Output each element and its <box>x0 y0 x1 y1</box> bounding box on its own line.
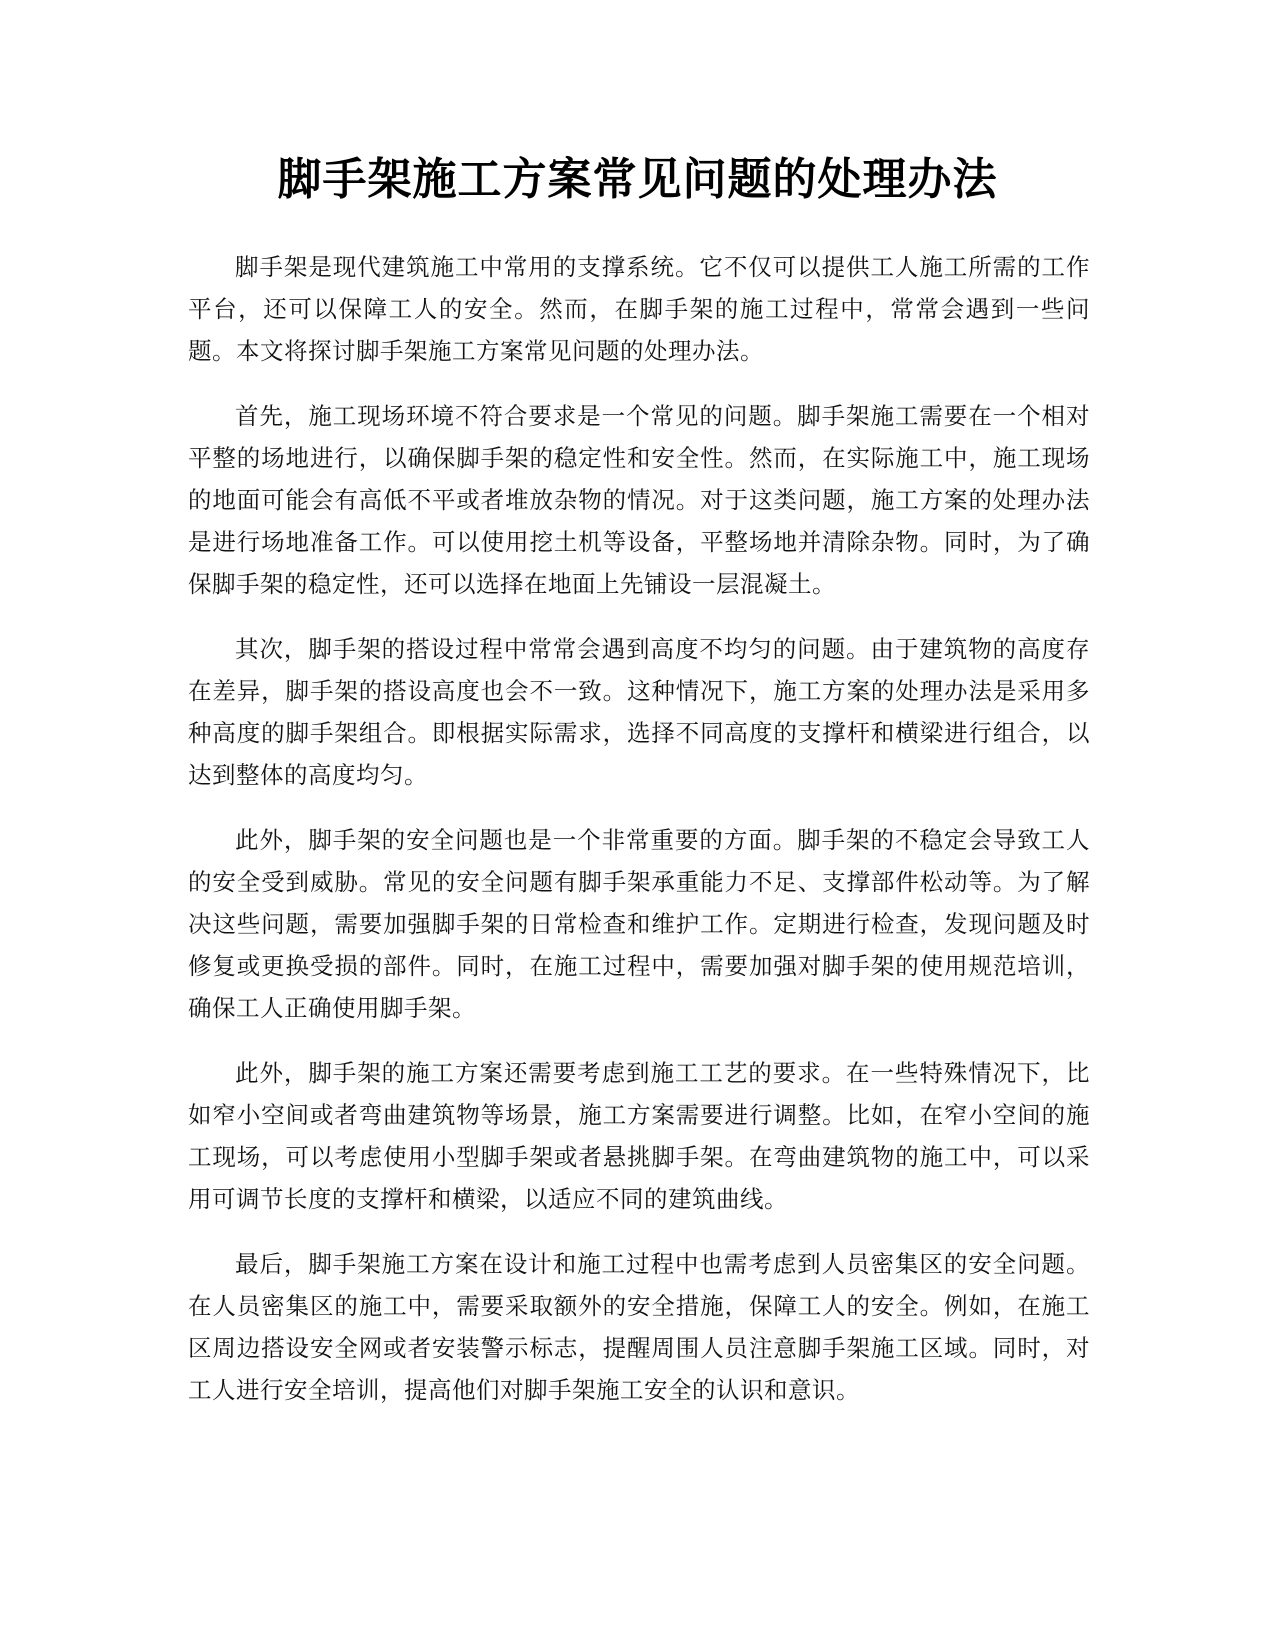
paragraph-safety-issues: 此外，脚手架的安全问题也是一个非常重要的方面。脚手架的不稳定会导致工人的安全受到威胁。常见的安全问题有脚手架承重能力不足、支撑部件松动等。为了解决这些问题，需要加强脚手架的日常检查和维护工作。定期进行检查，发现问题及时修复或更换受损的部件。同时，在施工过程中，需要加强对脚手架的使用规范培训，确保工人正确使用脚手架。 <box>188 826 1090 1022</box>
paragraph-process-requirements: 此外，脚手架的施工方案还需要考虑到施工工艺的要求。在一些特殊情况下，比如窄小空间或者弯曲建筑物等场景，施工方案需要进行调整。比如，在窄小空间的施工现场，可以考虑使用小型脚手架或者悬挑脚手架。在弯曲建筑物的施工中，可以采用可调节长度的支撑杆和横梁，以适应不同的建筑曲线。 <box>188 1059 1090 1213</box>
paragraph-uneven-height: 其次，脚手架的搭设过程中常常会遇到高度不均匀的问题。由于建筑物的高度存在差异，脚手架的搭设高度也会不一致。这种情况下，施工方案的处理办法是采用多种高度的脚手架组合。即根据实际需求，选择不同高度的支撑杆和横梁进行组合，以达到整体的高度均匀。 <box>188 635 1090 789</box>
paragraph-crowded-areas: 最后，脚手架施工方案在设计和施工过程中也需考虑到人员密集区的安全问题。在人员密集区的施工中，需要采取额外的安全措施，保障工人的安全。例如，在施工区周边搭设安全网或者安装警示标志，提醒周围人员注意脚手架施工区域。同时，对工人进行安全培训，提高他们对脚手架施工安全的认识和意识。 <box>188 1250 1090 1404</box>
paragraph-intro: 脚手架是现代建筑施工中常用的支撑系统。它不仅可以提供工人施工所需的工作平台，还可以保障工人的安全。然而，在脚手架的施工过程中，常常会遇到一些问题。本文将探讨脚手架施工方案常见问题的处理办法。 <box>188 253 1090 365</box>
paragraph-site-environment: 首先，施工现场环境不符合要求是一个常见的问题。脚手架施工需要在一个相对平整的场地进行，以确保脚手架的稳定性和安全性。然而，在实际施工中，施工现场的地面可能会有高低不平或者堆放杂物的情况。对于这类问题，施工方案的处理办法是进行场地准备工作。可以使用挖土机等设备，平整场地并清除杂物。同时，为了确保脚手架的稳定性，还可以选择在地面上先铺设一层混凝土。 <box>188 402 1090 598</box>
document-body <box>188 246 1090 1434</box>
document-title: 脚手架施工方案常见问题的处理办法 <box>277 154 998 205</box>
